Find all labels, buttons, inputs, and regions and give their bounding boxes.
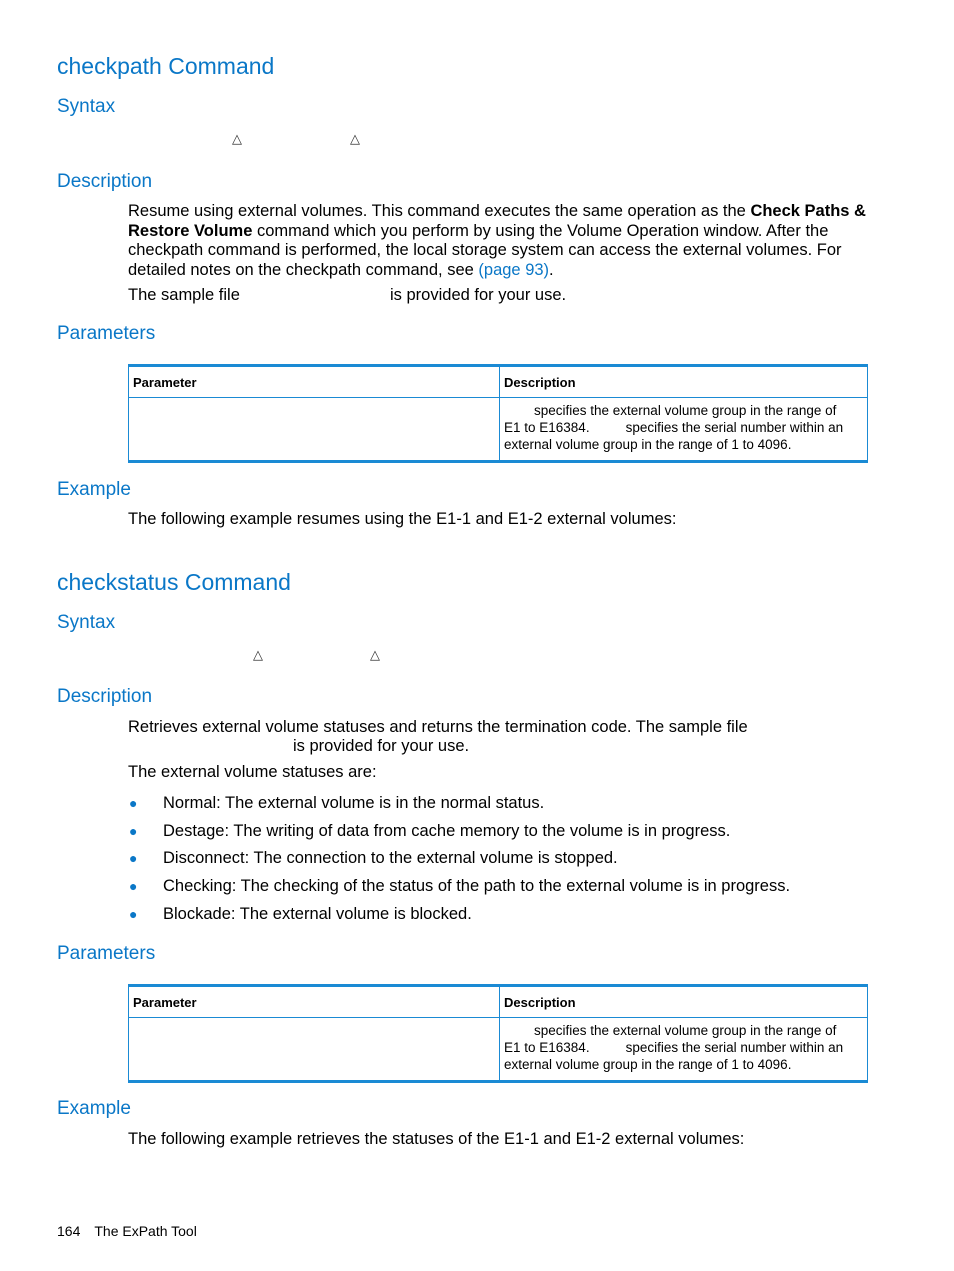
bullet-icon: ● (129, 905, 138, 922)
triangle-icon: △ (232, 131, 242, 146)
list-item: ● Blockade: The external volume is blocked. (129, 904, 472, 923)
table-header-parameter: Parameter (129, 986, 500, 1018)
table-header-description: Description (500, 986, 868, 1018)
parameter-cell (129, 398, 500, 462)
description-cell: specifies the external volume group in the range of E1 to E16384. specifies the serial number within an external volume group in the range of 1 to 4096. (500, 398, 868, 462)
section-title-checkstatus: checkstatus Command (57, 569, 291, 595)
list-item: ● Checking: The checking of the status of the path to the external volume is in progress. (129, 877, 791, 896)
list-item: ● Destage: The writing of data from cache memory to the volume is in progress. (129, 821, 731, 840)
bullet-icon: ● (129, 822, 138, 839)
description-paragraph: Retrieves external volume statuses and returns the termination code. The sample file (128, 718, 748, 736)
table-header-description: Description (500, 366, 868, 398)
syntax-heading: Syntax (57, 612, 116, 633)
description-heading: Description (57, 686, 153, 707)
description-paragraph-end: is provided for your use. (293, 737, 470, 755)
page-footer (57, 1223, 197, 1239)
table-row (129, 398, 868, 462)
example-heading: Example (57, 479, 131, 500)
parameters-table (128, 984, 868, 1083)
parameters-heading: Parameters (57, 943, 156, 964)
triangle-icon: △ (370, 647, 380, 662)
page-number: 164 (57, 1223, 81, 1239)
parameters-heading: Parameters (57, 323, 156, 344)
description-heading: Description (57, 171, 153, 192)
footer-title: The ExPath Tool (94, 1223, 197, 1239)
table-row (129, 1018, 868, 1082)
example-text: The following example resumes using the E1-1 and E1-2 external volumes: (128, 510, 677, 528)
example-heading: Example (57, 1098, 131, 1119)
list-item: ● Disconnect: The connection to the external volume is stopped. (129, 849, 618, 868)
table-header-parameter: Parameter (129, 366, 500, 398)
section-title-checkpath: checkpath Command (57, 53, 275, 79)
page-link[interactable]: (page 93) (478, 260, 550, 279)
parameter-cell (129, 1018, 500, 1082)
list-item: ● Normal: The external volume is in the normal status. (129, 794, 545, 812)
sample-file-line: The sample file (128, 286, 240, 304)
statuses-intro: The external volume statuses are: (128, 763, 377, 781)
example-text: The following example retrieves the statuses of the E1-1 and E1-2 external volumes: (128, 1130, 745, 1148)
description-cell: specifies the external volume group in the range of E1 to E16384. specifies the serial number within an external volume group in the range of 1 to 4096. (500, 1018, 868, 1082)
triangle-icon: △ (253, 647, 263, 662)
description-paragraph: Resume using external volumes. This command executes the same operation as the Check Paths & Restore Volume command which you perform by using the Volume Operation window. After the checkpath command is performed, the local storage system can access the external volumes. For detailed notes on the checkpath command, see (page 93). (128, 202, 866, 279)
syntax-heading: Syntax (57, 96, 116, 117)
sample-file-line-end: is provided for your use. (390, 286, 567, 304)
bullet-icon: ● (129, 850, 138, 867)
parameters-table (128, 364, 868, 463)
status-list (128, 794, 888, 932)
triangle-icon: △ (350, 131, 360, 146)
bullet-icon: ● (129, 795, 138, 811)
bullet-icon: ● (129, 878, 138, 895)
